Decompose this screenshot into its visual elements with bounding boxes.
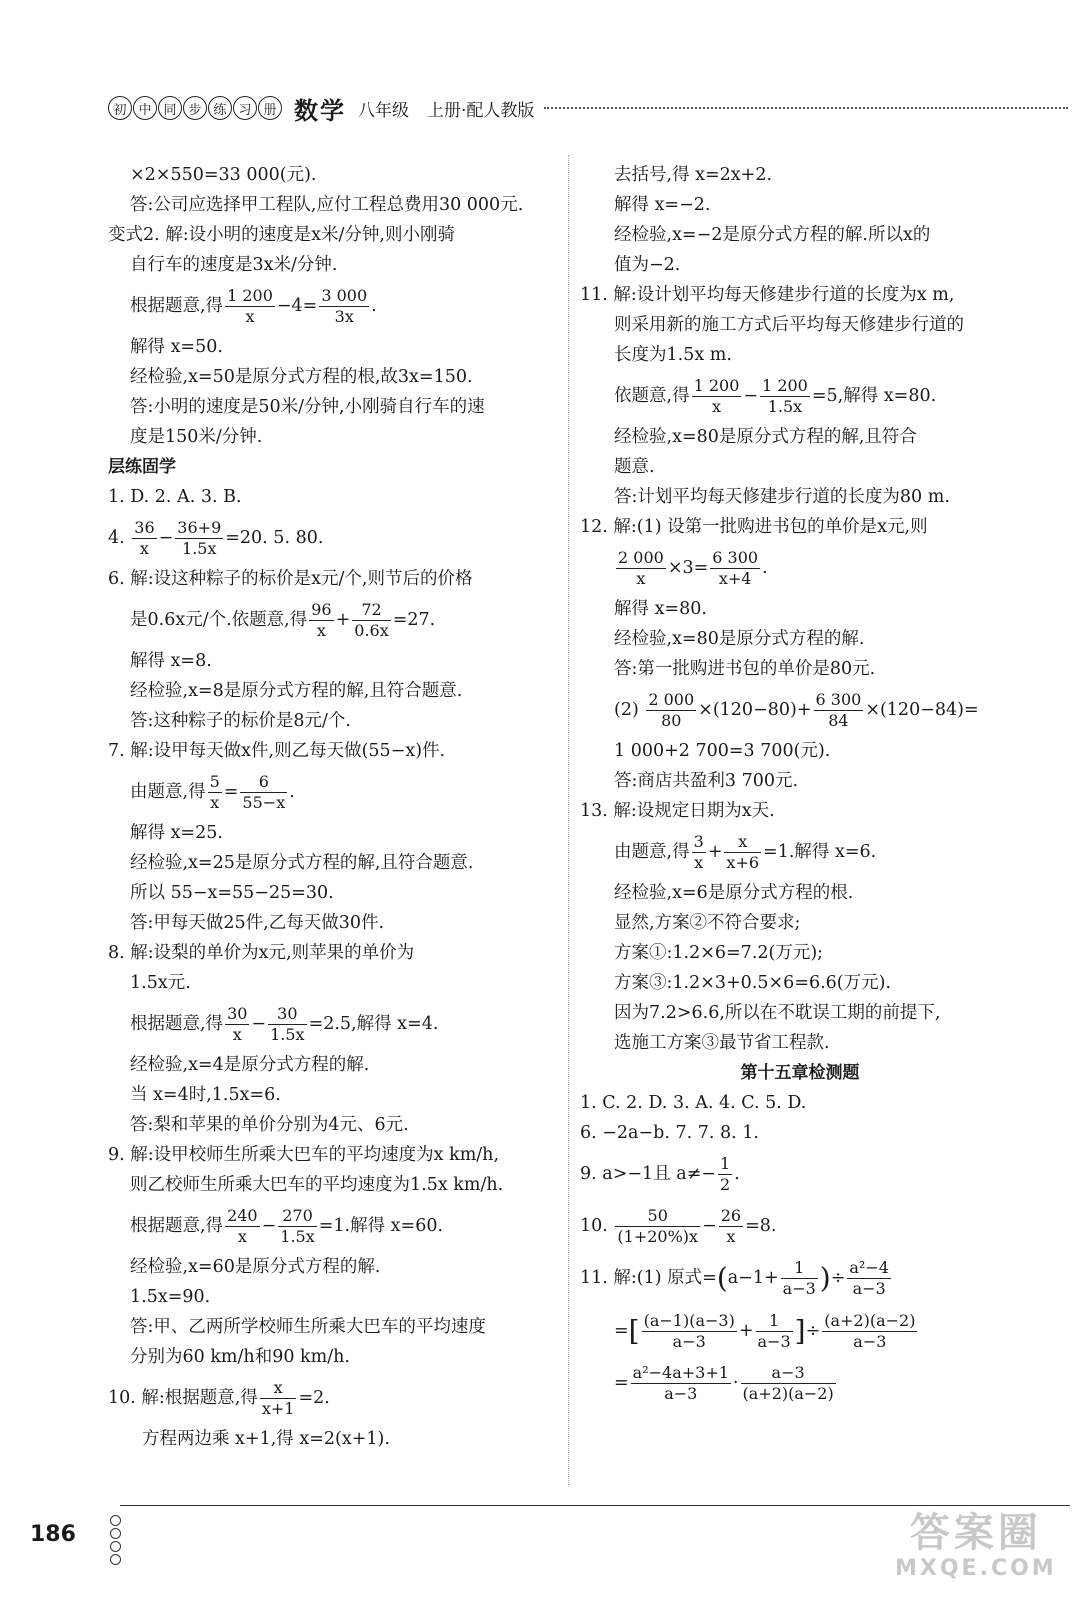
footer-rule	[120, 1505, 1070, 1506]
fraction	[225, 1206, 260, 1247]
text-line: 当 x=4时,1.5x=6.	[130, 1085, 281, 1105]
grade-label: 八年级	[358, 100, 409, 121]
text: −	[702, 1216, 717, 1236]
fraction	[260, 1378, 297, 1419]
denominator: a−3	[672, 1331, 706, 1351]
equation-line	[580, 1252, 1020, 1305]
text-line: 则乙校师生所乘大巴车的平均速度为1.5x km/h.	[130, 1175, 504, 1195]
series-char: 习	[233, 96, 257, 120]
text-line: 解得 x=25.	[130, 823, 223, 843]
text-line: 经检验,x=80是原分式方程的解,且符合	[614, 427, 917, 447]
numerator: 1	[756, 1311, 793, 1332]
fraction	[710, 548, 760, 589]
fraction	[642, 1311, 737, 1352]
equation-line	[108, 280, 558, 332]
text: 根据题意,得	[130, 296, 224, 316]
fraction	[268, 1004, 306, 1045]
text-line: 解得 x=−2.	[614, 195, 711, 215]
text-line: 方案①:1.2×6=7.2(万元);	[614, 943, 824, 963]
answer-line: 6. −2a−b. 7. 7. 8. 1.	[580, 1123, 759, 1143]
equation-line	[580, 1200, 1020, 1252]
answer-line: 1. C. 2. D. 3. A. 4. C. 5. D.	[580, 1093, 807, 1113]
text-line: 经检验,x=8是原分式方程的解,且符合题意.	[130, 681, 463, 701]
denominator: 1.5x	[182, 539, 217, 558]
numerator: x	[260, 1378, 297, 1399]
text: −	[251, 1014, 267, 1034]
numerator: 6	[240, 772, 287, 793]
text-line: 度是150米/分钟.	[130, 427, 263, 447]
text-line: 分别为60 km/h和90 km/h.	[130, 1347, 350, 1367]
series-char: 中	[133, 96, 157, 120]
left-column	[108, 160, 558, 1454]
text-line: 经检验,x=25是原分式方程的解,且符合题意.	[130, 853, 474, 873]
numerator: 6 300	[815, 690, 862, 709]
text-line: 答:甲每天做25件,乙每天做30件.	[130, 913, 385, 933]
fraction	[616, 548, 666, 589]
text: .	[734, 1164, 740, 1184]
text: 由题意,得	[614, 842, 690, 862]
text: 是0.6x元/个.依题意,得	[130, 610, 308, 630]
text: =20. 5. 80.	[225, 528, 324, 548]
fraction	[240, 772, 287, 813]
text-line: 经检验,x=6是原分式方程的根.	[614, 883, 854, 903]
numerator: 50	[615, 1206, 700, 1227]
text: ·	[732, 1373, 739, 1393]
numerator: 72	[352, 600, 390, 621]
denominator: 3x	[334, 307, 354, 326]
equation-line	[580, 826, 1020, 878]
denominator: x	[711, 397, 721, 416]
text-line: 去括号,得 x=2x+2.	[614, 165, 773, 185]
bracket: ]	[794, 1314, 806, 1347]
text-line: ×2×550=33 000(元).	[130, 165, 317, 185]
denominator: x	[726, 1227, 736, 1246]
text-line: 7. 解:设甲每天做x件,则乙每天做(55−x)件.	[108, 741, 446, 761]
equation-line	[580, 1305, 1020, 1358]
text-line: 答:甲、乙两所学校师生所乘大巴车的平均速度	[130, 1317, 486, 1337]
text: +	[707, 842, 723, 862]
numerator: 96	[311, 600, 332, 619]
text-line: 因为7.2>6.6,所以在不耽误工期的前提下,	[614, 1003, 941, 1023]
text-line: 6. 解:设这种粽子的标价是x元/个,则节后的价格	[108, 569, 473, 589]
text: ×(120−80)+	[698, 700, 812, 720]
page-header	[108, 88, 1068, 128]
text: ÷	[805, 1320, 821, 1341]
right-column	[580, 160, 1020, 1409]
denominator: x	[237, 1227, 247, 1246]
text: =	[614, 1373, 629, 1393]
denominator: 55−x	[242, 793, 286, 812]
series-char: 步	[183, 96, 207, 120]
numerator: 1	[781, 1258, 818, 1279]
numerator: 30	[227, 1004, 248, 1023]
numerator: 270	[278, 1206, 316, 1227]
fraction	[175, 518, 223, 559]
text-line: 自行车的速度是3x米/分钟.	[130, 255, 338, 275]
denominator: 0.6x	[354, 621, 389, 640]
fraction	[756, 1311, 793, 1352]
denominator: (a+2)(a−2)	[742, 1384, 834, 1403]
fraction	[814, 690, 864, 731]
text-line: 解得 x=8.	[130, 651, 212, 671]
text-line: 答:计划平均每天修建步行道的长度为80 m.	[614, 487, 950, 507]
watermark-logo	[895, 1510, 1057, 1582]
watermark-text: 答案圈	[909, 1510, 1042, 1556]
series-char: 同	[158, 96, 182, 120]
equation-line	[580, 370, 1020, 422]
fraction	[760, 376, 810, 417]
text: =8.	[745, 1216, 777, 1236]
fraction	[352, 600, 390, 641]
numerator: x	[724, 832, 761, 853]
denominator: (1+20%)x	[617, 1227, 699, 1246]
section-heading: 层练固学	[108, 457, 176, 477]
fraction	[822, 1311, 917, 1352]
series-title	[108, 96, 282, 120]
numerator: 2 000	[618, 548, 664, 567]
footer-ring-decoration	[110, 1515, 120, 1567]
page-number: 186	[30, 1522, 76, 1547]
text-line: 答:梨和苹果的单价分别为4元、6元.	[130, 1115, 409, 1135]
text-line: 答:商店共盈利3 700元.	[614, 771, 799, 791]
text: =5,解得 x=80.	[811, 386, 937, 406]
series-char: 册	[258, 96, 282, 120]
numerator: 5	[209, 772, 220, 791]
equation-line	[108, 1372, 558, 1424]
text-line: 选施工方案③最节省工程款.	[614, 1033, 830, 1053]
numerator: 26	[720, 1206, 742, 1225]
text-line: 解得 x=50.	[130, 337, 223, 357]
denominator: 80	[661, 711, 682, 730]
fraction	[225, 286, 275, 327]
numerator: (a+2)(a−2)	[824, 1310, 916, 1330]
header-dotted-rule	[544, 107, 1068, 109]
fraction	[692, 832, 706, 873]
fraction	[719, 1206, 743, 1247]
text-line: 显然,方案②不符合要求;	[614, 913, 801, 933]
text: a−1+	[727, 1268, 779, 1288]
answer-line: 1. D. 2. A. 3. B.	[108, 487, 242, 507]
denominator: x	[636, 569, 646, 588]
text: =1.解得 x=6.	[763, 842, 877, 862]
equation-line	[108, 512, 558, 564]
text-line: 12. 解:(1) 设第一批购进书包的单价是x元,则	[580, 517, 928, 537]
fraction	[781, 1258, 818, 1299]
numerator: 30	[268, 1004, 306, 1025]
text: ×3=	[667, 558, 709, 578]
text: (2)	[614, 700, 645, 720]
watermark-url: MXQE.COM	[895, 1556, 1057, 1581]
text: =	[223, 782, 239, 802]
text: =2.	[298, 1388, 330, 1408]
text-line: 解得 x=80.	[614, 599, 707, 619]
text-line: 答:公司应选择甲工程队,应付工程总费用30 000元.	[130, 195, 524, 215]
denominator: 2	[719, 1175, 731, 1194]
denominator: x	[245, 307, 255, 326]
text: 9. a>−1且 a≠−	[580, 1164, 716, 1184]
numerator: a²−4a+3+1	[632, 1363, 729, 1382]
text-line: 方程两边乘 x+1,得 x=2(x+1).	[142, 1429, 390, 1449]
text-line: 所以 55−x=55−25=30.	[130, 883, 334, 903]
denominator: a−3	[853, 1331, 887, 1351]
text: =27.	[392, 610, 436, 630]
text: −	[261, 1216, 277, 1236]
fraction	[631, 1363, 731, 1404]
fraction	[309, 600, 333, 641]
denominator: x+4	[718, 569, 752, 588]
fraction	[847, 1258, 891, 1299]
text: −	[158, 528, 174, 548]
text-line: 答:这种粽子的标价是8元/个.	[130, 711, 351, 731]
text: .	[371, 296, 377, 316]
text: +	[335, 610, 351, 630]
denominator: x	[139, 539, 149, 558]
text: 根据题意,得	[130, 1216, 224, 1236]
text-line: 11. 解:设计划平均每天修建步行道的长度为x m,	[580, 285, 955, 305]
text-line: 变式2. 解:设小明的速度是x米/分钟,则小刚骑	[108, 225, 455, 245]
text-line: 经检验,x=80是原分式方程的解.	[614, 629, 865, 649]
section-heading: 第十五章检测题	[740, 1063, 860, 1083]
denominator: x+6	[726, 853, 760, 872]
text-line: 13. 解:设规定日期为x天.	[580, 801, 775, 821]
bracket: [	[628, 1314, 640, 1347]
text: =	[614, 1320, 629, 1341]
text-line: 方案③:1.2×3+0.5×6=6.6(万元).	[614, 973, 892, 993]
denominator: 84	[828, 711, 849, 730]
text: =1.解得 x=60.	[318, 1216, 444, 1236]
text-line: 1.5x=90.	[130, 1287, 211, 1307]
equation-line	[580, 1148, 1020, 1200]
text: 10.	[580, 1216, 614, 1236]
equation-line	[108, 766, 558, 818]
text: .	[289, 782, 295, 802]
numerator: a²−4	[849, 1258, 889, 1277]
denominator: 1.5x	[270, 1025, 305, 1044]
fraction	[319, 286, 369, 327]
denominator: a−3	[757, 1331, 791, 1351]
text: 根据题意,得	[130, 1014, 224, 1034]
text-line: 9. 解:设甲校师生所乘大巴车的平均速度为x km/h,	[108, 1145, 500, 1165]
equation-line	[108, 594, 558, 646]
equation-line	[108, 1200, 558, 1252]
numerator: 1	[719, 1154, 731, 1173]
text: −4=	[276, 296, 318, 316]
text: ÷	[830, 1268, 846, 1288]
fraction	[724, 832, 761, 873]
text: +	[738, 1320, 754, 1341]
text-line: 长度为1.5x m.	[614, 345, 732, 365]
paren: (	[716, 1261, 728, 1295]
denominator: a−3	[782, 1279, 816, 1298]
denominator: 1.5x	[280, 1227, 315, 1246]
numerator: 36	[134, 518, 155, 537]
fraction	[278, 1206, 316, 1247]
fraction	[615, 1206, 700, 1247]
text: =2.5,解得 x=4.	[308, 1014, 439, 1034]
text-line: 经检验,x=−2是原分式方程的解.所以x的	[614, 225, 931, 245]
fraction	[692, 376, 742, 417]
numerator: 240	[227, 1206, 258, 1225]
denominator: x	[210, 793, 220, 812]
text-line: 值为−2.	[614, 255, 681, 275]
equation-line	[108, 998, 558, 1050]
fraction	[132, 518, 156, 559]
text: .	[762, 558, 768, 578]
text-line: 经检验,x=4是原分式方程的解.	[130, 1055, 370, 1075]
denominator: 1.5x	[767, 397, 803, 416]
text: 依题意,得	[614, 386, 690, 406]
numerator: 2 000	[648, 690, 695, 709]
numerator: 3 000	[321, 286, 368, 305]
text-line: 答:第一批购进书包的单价是80元.	[614, 659, 876, 679]
text-line: 8. 解:设梨的单价为x元,则苹果的单价为	[108, 943, 415, 963]
numerator: 1 200	[227, 286, 273, 305]
fraction	[208, 772, 222, 813]
numerator: (a−1)(a−3)	[643, 1310, 735, 1330]
denominator: x	[694, 853, 704, 872]
text-line: 经检验,x=50是原分式方程的根,故3x=150.	[130, 367, 473, 387]
denominator: a−3	[852, 1279, 886, 1298]
text: 11. 解:(1) 原式=	[580, 1268, 717, 1288]
text: ×(120−84)=	[865, 700, 979, 720]
fraction	[718, 1154, 732, 1195]
edition-label: 上册·配人教版	[427, 100, 535, 121]
text: 由题意,得	[130, 782, 206, 802]
text-line: 则采用新的施工方式后平均每天修建步行道的	[614, 315, 964, 335]
text: 10. 解:根据题意,得	[108, 1388, 258, 1408]
text-line: 答:小明的速度是50米/分钟,小刚骑自行车的速	[130, 397, 485, 417]
denominator: x	[232, 1025, 242, 1044]
equation-line	[580, 1357, 1020, 1409]
fraction	[741, 1363, 836, 1404]
denominator: x	[316, 621, 326, 640]
numerator: a−3	[741, 1363, 836, 1384]
paren: )	[819, 1261, 831, 1295]
fraction	[646, 690, 696, 731]
series-char: 练	[208, 96, 232, 120]
text-line: 1 000+2 700=3 700(元).	[614, 741, 831, 761]
subject-title: 数学	[294, 96, 346, 125]
fraction	[225, 1004, 249, 1045]
text-line: 1.5x元.	[130, 973, 191, 993]
text: 4.	[108, 528, 131, 548]
numerator: 1 200	[762, 376, 808, 395]
numerator: 6 300	[712, 548, 759, 567]
numerator: 3	[693, 832, 704, 851]
text-line: 题意.	[614, 457, 655, 477]
column-divider	[568, 155, 569, 1485]
text-line: 经检验,x=60是原分式方程的解.	[130, 1257, 381, 1277]
text: −	[743, 386, 759, 406]
denominator: a−3	[664, 1384, 698, 1403]
equation-line	[580, 542, 1020, 594]
numerator: 1 200	[693, 376, 740, 395]
denominator: x+1	[261, 1399, 295, 1418]
equation-line	[580, 684, 1020, 736]
series-char: 初	[108, 96, 132, 120]
numerator: 36+9	[177, 518, 222, 537]
